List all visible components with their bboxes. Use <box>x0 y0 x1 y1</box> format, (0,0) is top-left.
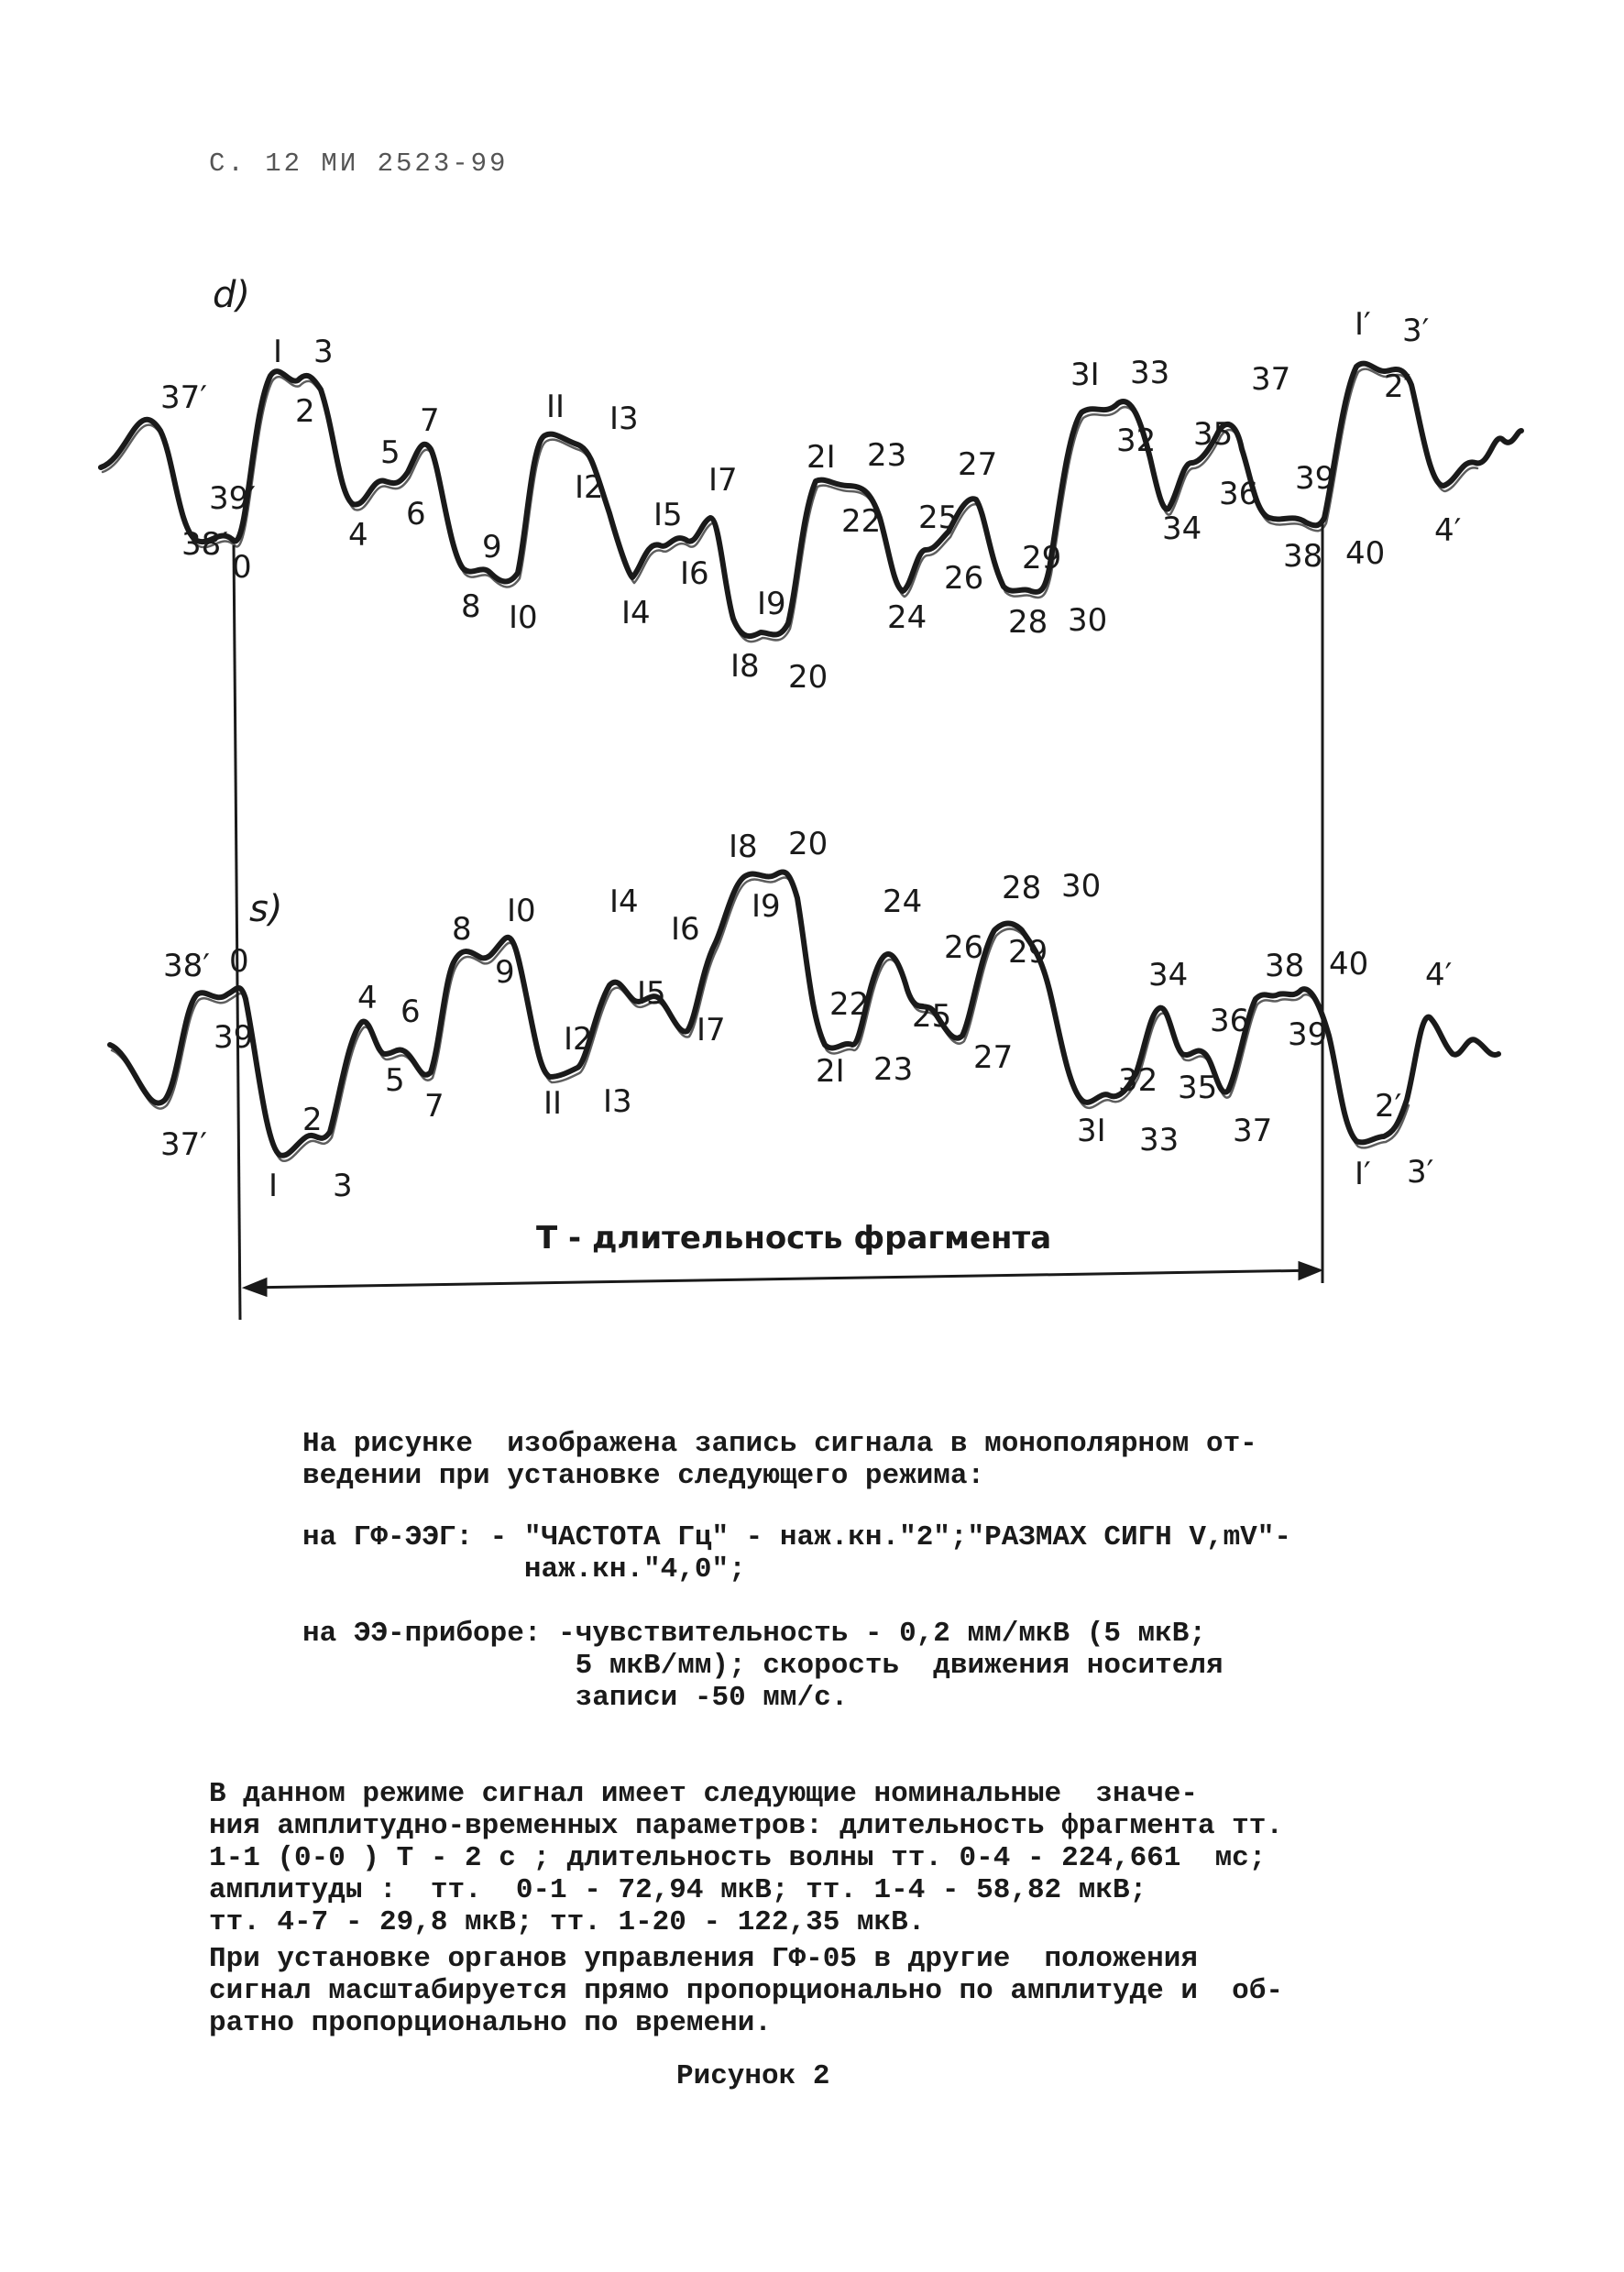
trace-a-point-label: 37′ <box>160 379 207 416</box>
trace-a-point-label: I5 <box>653 497 683 533</box>
trace-a-point-label: I8 <box>730 648 760 685</box>
trace-b-point-label: 2 <box>302 1102 323 1138</box>
trace-a-point-label: 29 <box>1022 540 1062 576</box>
trace-a-point-label: I3 <box>609 401 639 437</box>
trace-a-point-label: 32 <box>1116 423 1157 459</box>
paragraph-1: На рисунке изображена запись сигнала в монополярном от- ведении при установке следующего режима: <box>302 1428 1257 1492</box>
arrow-head-right <box>1300 1263 1320 1279</box>
trace-b-point-label: I5 <box>637 975 666 1012</box>
trace-a-point-label: 26 <box>944 560 984 597</box>
trace-a-point-label: 2′ <box>1384 368 1411 405</box>
trace-a-point-label: 7 <box>420 402 440 439</box>
trace-a-point-label: 40 <box>1345 535 1386 572</box>
trace-a-point-label: 4 <box>348 517 368 554</box>
trace-b-point-label: 24 <box>883 884 923 920</box>
left-marker-line <box>234 545 240 1320</box>
mode-settings-gf-eeg: на ГФ-ЭЭГ: - "ЧАСТОТА Гц" - наж.кн."2";"РАЗМАХ СИГН V,mV"- наж.кн."4,0"; <box>302 1521 1291 1586</box>
panel-a-label: d) <box>213 274 250 316</box>
trace-a-point-label: 20 <box>788 659 828 696</box>
trace-b-point-label: 27 <box>973 1039 1014 1076</box>
trace-b-point-label: 33 <box>1139 1122 1180 1158</box>
trace-a-point-label: 39′ <box>209 480 256 517</box>
trace-a-point-label: II <box>546 389 565 425</box>
trace-b-point-label: 3I <box>1077 1113 1106 1149</box>
trace-b-point-label: I <box>269 1168 279 1204</box>
trace-a-point-label: I <box>273 334 283 370</box>
trace-a-point-label: 8 <box>461 588 481 625</box>
trace-b-point-label: 30 <box>1061 868 1102 905</box>
panel-b-label: s) <box>249 888 283 930</box>
trace-b-point-label: 22 <box>829 986 870 1023</box>
trace-b-point-labels <box>160 826 1452 1204</box>
trace-a-point-label: 36 <box>1219 476 1259 512</box>
trace-a-point-label: 6 <box>406 496 426 532</box>
trace-a-point-label: 28 <box>1008 604 1048 641</box>
trace-b-point-label: I8 <box>729 829 758 865</box>
trace-b-point-label: 7 <box>424 1088 444 1125</box>
trace-a-point-label: I2 <box>575 469 604 506</box>
trace-b-point-label: 28 <box>1002 870 1042 906</box>
trace-b-point-label: 39 <box>1288 1016 1328 1053</box>
trace-b-point-label: I′ <box>1355 1156 1371 1192</box>
paragraph-2: В данном режиме сигнал имеет следующие номинальные значе- ния амплитудно-временных параметров: длительность фрагмента тт. 1-1 (0-0 ) Т - 2 с ; длительность волны тт. 0-4 - 224,661 мс; амплитуды : тт. 0-1 - 72,94 мкВ; тт. 1-4 - 58,82 мкВ; тт. 4-7 - 29,8 мкВ; тт. 1-20 - 122,35 мкВ. <box>209 1778 1283 1938</box>
trace-b-point-label: 25 <box>912 998 952 1035</box>
paragraph-3: При установке органов управления ГФ-05 в другие положения сигнал масштабируется прямо пропорционально по амплитуде и об- ратно пропорционально по времени. <box>209 1943 1283 2039</box>
trace-b-point-label: 8 <box>452 911 472 948</box>
trace-a-point-label: I4 <box>621 595 651 631</box>
trace-a-point-label: 33 <box>1130 355 1170 391</box>
trace-b-point-label: 9 <box>495 954 515 991</box>
trace-a-point-label: 37 <box>1251 361 1291 398</box>
trace-a-point-label: 4′ <box>1434 512 1462 549</box>
trace-a-point-label: 5 <box>380 434 401 471</box>
trace-b-point-label: II <box>543 1085 563 1122</box>
trace-b-point-label: I2 <box>564 1021 593 1058</box>
trace-b-point-label: I7 <box>697 1012 726 1048</box>
trace-a-point-label: I0 <box>509 599 538 636</box>
trace-b-point-label: 29 <box>1008 934 1048 971</box>
trace-a-point-label: 25 <box>918 499 959 536</box>
trace-b-point-label: 2I <box>816 1053 845 1090</box>
trace-b-point-label: 39 <box>214 1019 254 1056</box>
trace-b-point-label: 32 <box>1118 1062 1158 1099</box>
trace-a-point-label: 2I <box>807 439 836 476</box>
trace-a-point-label: 3I <box>1070 357 1100 393</box>
trace-b-point-label: 0 <box>229 943 249 980</box>
trace-a-point-label: 35 <box>1193 416 1234 453</box>
trace-b-point-label: 38 <box>1265 948 1305 984</box>
trace-a-point-label: I6 <box>680 555 709 592</box>
trace-b-point-label: I0 <box>507 893 536 929</box>
duration-label: Т - длительность фрагмента <box>536 1220 1052 1257</box>
trace-a-point-label: I′ <box>1355 306 1371 343</box>
trace-a-point-label: 3 <box>313 334 334 370</box>
trace-a-point-label: 34 <box>1162 510 1202 547</box>
trace-b-point-label: 4 <box>357 980 378 1016</box>
trace-a-point-label: 22 <box>841 503 882 540</box>
trace-b-point-label: 40 <box>1329 946 1369 982</box>
trace-b-point-label: 5 <box>385 1062 405 1099</box>
trace-b-point-label: I6 <box>671 911 700 948</box>
trace-b-point-label: 2′ <box>1375 1088 1402 1125</box>
trace-a-point-label: I7 <box>708 462 738 499</box>
trace-a-point-label: 3′ <box>1402 313 1430 349</box>
trace-b-point-label: 35 <box>1178 1070 1218 1106</box>
trace-b-point-label: 3 <box>333 1168 353 1204</box>
trace-a-point-label: 39 <box>1295 460 1335 497</box>
trace-a-point-label: 30 <box>1068 602 1108 639</box>
trace-a-point-label: 23 <box>867 437 907 474</box>
trace-a-point-label: 24 <box>887 599 927 636</box>
trace-a-point-label: I9 <box>757 586 786 622</box>
trace-b-point-label: I3 <box>603 1083 632 1120</box>
trace-b-point-label: 38′ <box>163 948 210 984</box>
trace-b-point-label: 3′ <box>1407 1154 1434 1191</box>
trace-a-point-label: 38 <box>1283 538 1323 575</box>
duration-arrow-line <box>246 1270 1320 1288</box>
trace-a-point-label: 0 <box>232 549 252 586</box>
page-header: С. 12 МИ 2523-99 <box>209 148 509 179</box>
trace-a-point-label: 27 <box>958 446 998 483</box>
mode-settings-ee-device: на ЭЭ-приборе: -чувствительность - 0,2 мм/мкВ (5 мкВ; 5 мкВ/мм); скорость движения носителя записи -50 мм/с. <box>302 1618 1223 1714</box>
trace-b-point-label: 34 <box>1148 957 1189 993</box>
trace-b-point-label: I9 <box>752 888 781 925</box>
figure-caption: Рисунок 2 <box>676 2060 830 2092</box>
trace-b-point-label: 23 <box>873 1051 914 1088</box>
trace-b-point-label: 6 <box>401 993 421 1030</box>
trace-b-point-label: 26 <box>944 929 984 966</box>
trace-b-point-label: 37 <box>1233 1113 1273 1149</box>
trace-b-point-label: 20 <box>788 826 828 862</box>
trace-b-point-label: 36 <box>1210 1003 1250 1039</box>
trace-b-point-label: I4 <box>609 884 639 920</box>
trace-b-point-label: 37′ <box>160 1126 207 1163</box>
trace-a-point-label: 2 <box>295 393 315 430</box>
trace-a-point-label: 38′ <box>181 526 228 563</box>
trace-b-point-label: 4′ <box>1425 957 1453 993</box>
trace-a-point-label: 9 <box>482 529 502 565</box>
arrow-head-left <box>246 1279 266 1295</box>
